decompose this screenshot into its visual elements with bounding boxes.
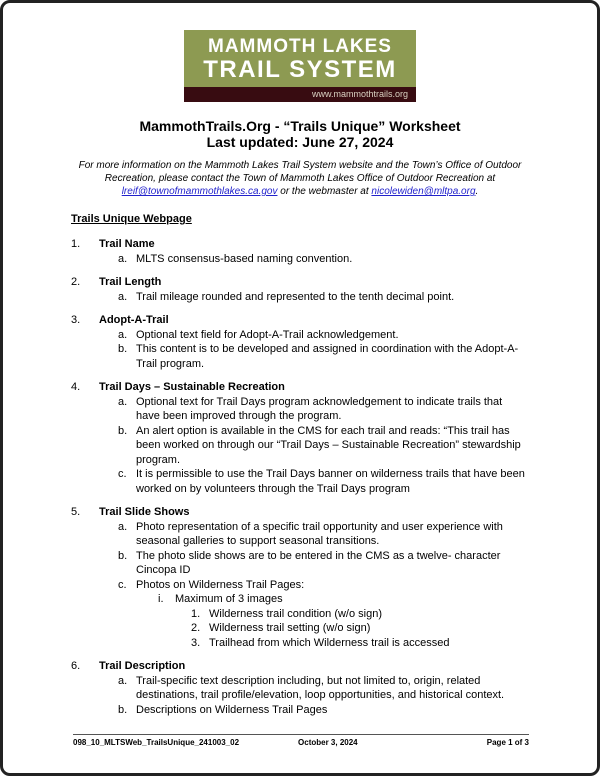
sub-text: An alert option is available in the CMS for each trail and reads: “This trail has been worked on through our “Trail Days – Sustainable Recreation” stewardship program.	[136, 424, 521, 466]
mlts-logo	[184, 30, 416, 102]
sub-text: Photo representation of a specific trail opportunity and user experience with seasonal galleries to support seasonal transitions.	[136, 520, 503, 547]
last-updated: Last updated: June 27, 2024	[206, 134, 394, 150]
sub-item-row	[71, 252, 529, 267]
sub-marker: a.	[118, 520, 128, 533]
email-link-lreif[interactable]: lreif@townofmammothlakes.ca.gov	[121, 186, 278, 197]
sub-text: Maximum of 3 images	[175, 593, 283, 605]
numeric-sub-item-row	[71, 621, 529, 636]
sub-marker: a.	[118, 252, 128, 265]
email-link-webmaster[interactable]: nicolewiden@mltpa.org	[371, 186, 476, 197]
list-item-5	[71, 505, 529, 650]
item-heading-row	[71, 275, 529, 290]
intro-text-2: or the webmaster at	[277, 186, 372, 197]
sub-text: The photo slide shows are to be entered in the CMS as a twelve- character Cincopa ID	[136, 549, 501, 576]
numeric-sub-item-row	[71, 636, 529, 651]
list-item-3	[71, 313, 529, 371]
sub-marker: a.	[118, 674, 128, 687]
intro-text-1: For more information on the Mammoth Lakes Trail System website and the Town’s Office of Outdoor Recreation, please contact the Town of Mammoth Lakes Office of Outdoor Recreation at	[78, 160, 522, 184]
item-number: 2.	[71, 276, 81, 288]
sub-marker: a.	[118, 395, 128, 408]
roman-sub-item-row	[71, 592, 529, 607]
item-number: 3.	[71, 314, 81, 326]
sub-text: Optional text for Trail Days program acknowledgement to indicate trails that have been improved through the program.	[136, 395, 503, 422]
item-number: 1.	[71, 238, 81, 250]
sub-marker: b.	[118, 424, 128, 437]
item-number: 6.	[71, 660, 81, 672]
item-title: Trail Days – Sustainable Recreation	[99, 381, 285, 393]
sub-marker: b.	[118, 703, 128, 716]
sub-text: Descriptions on Wilderness Trail Pages	[136, 703, 328, 716]
item-heading-row	[71, 313, 529, 328]
item-heading-row	[71, 237, 529, 252]
sub-text: It is permissible to use the Trail Days banner on wilderness trails that have been worked on by volunteers through the Trail Days program	[136, 468, 525, 495]
sub-marker: a.	[118, 290, 128, 303]
section-heading: Trails Unique Webpage	[71, 213, 192, 225]
item-heading-row	[71, 505, 529, 520]
sub-text: Trailhead from which Wilderness trail is accessed	[209, 636, 450, 649]
sub-marker: i.	[158, 593, 164, 605]
sub-item-row	[71, 578, 529, 593]
sub-item-row	[71, 328, 529, 343]
sub-text: Trail mileage rounded and represented to the tenth decimal point.	[136, 290, 455, 303]
list-item-4	[71, 380, 529, 496]
item-title: Adopt-A-Trail	[99, 314, 169, 326]
logo-title-line2: TRAIL SYSTEM	[203, 56, 397, 83]
sub-marker: b.	[118, 549, 128, 562]
sub-text: Optional text field for Adopt-A-Trail acknowledgement.	[136, 328, 399, 341]
footer-page-number: Page 1 of 3	[486, 738, 530, 747]
sub-text: Wilderness trail condition (w/o sign)	[209, 607, 383, 620]
sub-marker: 2.	[191, 622, 201, 634]
sub-marker: a.	[118, 328, 128, 341]
sub-item-row	[71, 549, 529, 578]
logo-title-line1: MAMMOTH LAKES	[208, 36, 392, 57]
worksheet-title: MammothTrails.Org - “Trails Unique” Worksheet	[139, 118, 461, 134]
item-title: Trail Length	[99, 276, 162, 288]
sub-text: Photos on Wilderness Trail Pages:	[136, 578, 305, 591]
logo-green-panel	[184, 30, 416, 87]
logo-url: www.mammothtrails.org	[311, 89, 408, 99]
item-number: 5.	[71, 506, 81, 518]
sub-text: Trail-specific text description including, but not limited to, origin, related destinations, trail profile/elevation, loop opportunities, and historical context.	[136, 674, 505, 701]
sub-marker: 1.	[191, 607, 201, 620]
intro-paragraph	[68, 159, 532, 198]
sub-marker: c.	[118, 468, 127, 480]
page-footer	[73, 734, 529, 747]
content-area	[3, 213, 597, 717]
list-item-6	[71, 659, 529, 717]
item-heading-row	[71, 380, 529, 395]
title-block	[3, 118, 597, 150]
numeric-sub-item-row	[71, 607, 529, 622]
sub-item-row	[71, 467, 529, 496]
item-title: Trail Name	[99, 238, 155, 250]
sub-item-row	[71, 674, 529, 703]
sub-text: This content is to be developed and assigned in coordination with the Adopt-A-Trail program.	[136, 343, 519, 370]
sub-item-row	[71, 342, 529, 371]
sub-item-row	[71, 290, 529, 305]
logo-url-bar	[184, 87, 416, 102]
item-number: 4.	[71, 381, 81, 393]
item-title: Trail Description	[99, 660, 186, 672]
footer-date: October 3, 2024	[298, 738, 358, 747]
sub-marker: b.	[118, 343, 128, 355]
list-item-1	[71, 237, 529, 266]
sub-text: MLTS consensus-based naming convention.	[136, 252, 353, 265]
sub-item-row	[71, 520, 529, 549]
sub-item-row	[71, 424, 529, 468]
numbered-list	[71, 237, 529, 717]
sub-text: Wilderness trail setting (w/o sign)	[209, 622, 371, 634]
item-heading-row	[71, 659, 529, 674]
sub-marker: 3.	[191, 636, 201, 649]
sub-marker: c.	[118, 578, 127, 591]
footer-filename: 098_10_MLTSWeb_TrailsUnique_241003_02	[73, 738, 240, 747]
sub-item-row	[71, 395, 529, 424]
list-item-2	[71, 275, 529, 304]
sub-item-row	[71, 703, 529, 718]
intro-text-3: .	[475, 186, 479, 197]
item-title: Trail Slide Shows	[99, 506, 190, 518]
